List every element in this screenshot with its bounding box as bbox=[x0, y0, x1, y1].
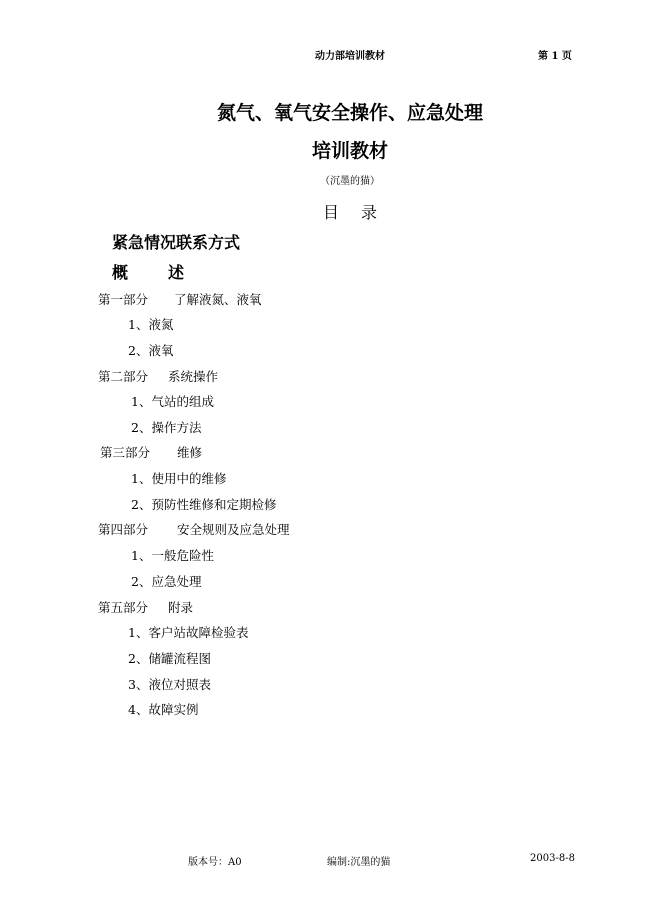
toc-part-label: 第三部分 bbox=[100, 445, 151, 460]
toc-part-3 bbox=[100, 443, 202, 461]
footer-date: 2003-8-8 bbox=[530, 853, 575, 864]
toc-part-5 bbox=[98, 598, 193, 616]
toc-part-label: 第一部分 bbox=[98, 292, 149, 307]
header-title: 动力部培训教材 bbox=[315, 51, 385, 62]
toc-part-title: 了解液氮、液氧 bbox=[174, 292, 262, 307]
overview-char-2: 述 bbox=[168, 263, 185, 282]
toc-part-label: 第五部分 bbox=[98, 600, 149, 615]
toc-item: 1、使用中的维修 bbox=[131, 471, 227, 486]
toc-item: 2、操作方法 bbox=[131, 420, 202, 435]
toc-part-1 bbox=[98, 290, 262, 308]
toc-item: 4、故障实例 bbox=[128, 702, 199, 717]
toc-part-2 bbox=[98, 367, 218, 385]
footer-version: 版本号：A0 bbox=[188, 857, 242, 868]
toc-part-title: 系统操作 bbox=[168, 369, 219, 384]
toc-item: 2、液氧 bbox=[128, 343, 174, 358]
toc-item: 2、预防性维修和定期检修 bbox=[131, 497, 277, 512]
overview-heading bbox=[112, 260, 184, 283]
toc-heading-char-1: 目 bbox=[322, 203, 339, 222]
toc-part-title: 安全规则及应急处理 bbox=[177, 522, 290, 537]
toc-heading-char-2: 录 bbox=[361, 203, 378, 222]
page-number: 第 1 页 bbox=[538, 51, 572, 62]
toc-item: 3、液位对照表 bbox=[128, 677, 211, 692]
toc-heading bbox=[0, 200, 650, 223]
toc-part-title: 维修 bbox=[177, 445, 203, 460]
toc-item: 1、一般危险性 bbox=[131, 548, 214, 563]
overview-char-1: 概 bbox=[112, 263, 129, 282]
author-line: （沉墨的猫） bbox=[320, 176, 380, 187]
toc-part-4 bbox=[98, 520, 290, 538]
toc-item: 1、客户站故障检验表 bbox=[128, 625, 249, 640]
toc-part-title: 附录 bbox=[168, 600, 194, 615]
toc-part-label: 第二部分 bbox=[98, 369, 149, 384]
document-subtitle: 培训教材 bbox=[311, 140, 388, 162]
toc-part-label: 第四部分 bbox=[98, 522, 149, 537]
contact-heading: 紧急情况联系方式 bbox=[112, 233, 241, 252]
document-title: 氮气、氧气安全操作、应急处理 bbox=[216, 102, 483, 124]
footer-editor: 编制:沉墨的猫 bbox=[327, 857, 391, 868]
toc-item: 2、储罐流程图 bbox=[128, 651, 211, 666]
toc-item: 1、液氮 bbox=[128, 317, 174, 332]
toc-item: 1、气站的组成 bbox=[131, 394, 214, 409]
toc-item: 2、应急处理 bbox=[131, 574, 202, 589]
